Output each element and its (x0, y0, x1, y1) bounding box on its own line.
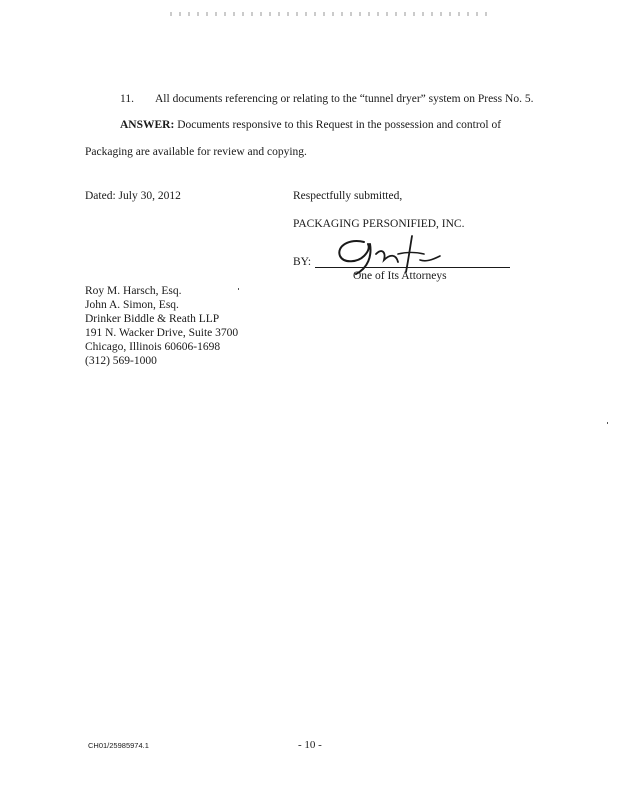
answer-line-1: Documents responsive to this Request in the possession and control of (177, 119, 502, 131)
dated-line: Dated: July 30, 2012 (85, 190, 181, 202)
closing-line: Respectfully submitted, (293, 190, 403, 202)
counsel-line-3: Drinker Biddle & Reath LLP (85, 313, 220, 325)
scan-speck (238, 288, 239, 290)
request-text: All documents referencing or relating to the “tunnel dryer” system on Press No. 5. (155, 93, 534, 105)
counsel-line-2: John A. Simon, Esq. (85, 299, 179, 311)
header-scan-artifact (170, 12, 490, 16)
request-number: 11. (120, 93, 134, 105)
by-label: BY: (293, 256, 312, 268)
counsel-line-4: 191 N. Wacker Drive, Suite 3700 (85, 327, 239, 339)
counsel-line-1: Roy M. Harsch, Esq. (85, 285, 182, 297)
answer-label: ANSWER: (120, 119, 175, 131)
counsel-line-6: (312) 569-1000 (85, 355, 157, 367)
scan-speck (607, 422, 608, 424)
signer-role: One of Its Attorneys (353, 270, 447, 282)
counsel-line-5: Chicago, Illinois 60606-1698 (85, 341, 221, 353)
company-name: PACKAGING PERSONIFIED, INC. (293, 218, 465, 230)
page-number: - 10 - (298, 739, 322, 751)
answer-line-2: Packaging are available for review and copying. (85, 146, 307, 158)
answer-paragraph (120, 119, 501, 131)
signature-line (315, 267, 510, 268)
footer-document-id: CH01/25985974.1 (88, 741, 149, 750)
